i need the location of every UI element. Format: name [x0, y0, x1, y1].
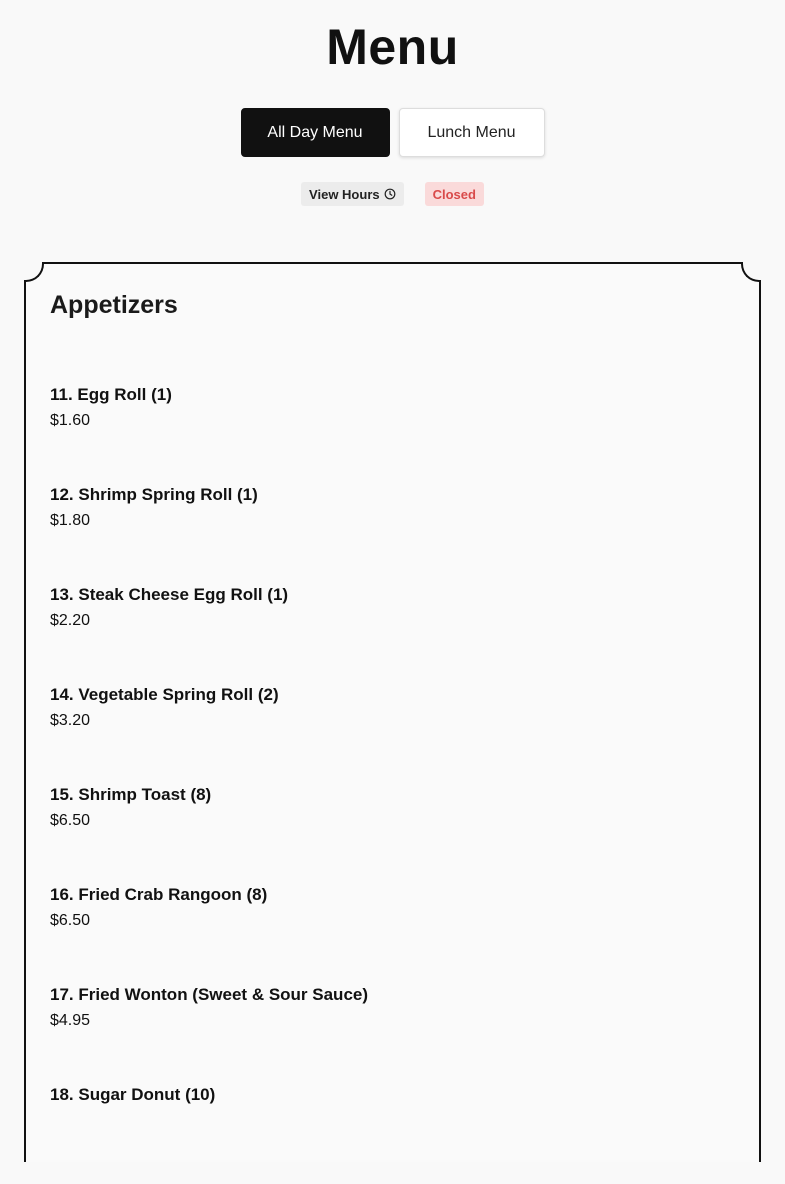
menu-item-list [50, 384, 730, 1184]
menu-item-price: $2.20 [50, 612, 91, 629]
page-title: Menu [326, 19, 459, 75]
menu-section-card [24, 262, 761, 1162]
menu-item[interactable] [50, 784, 730, 884]
menu-item[interactable] [50, 384, 730, 484]
info-row [0, 182, 785, 206]
menu-item-name: 15. Shrimp Toast (8) [50, 785, 212, 804]
card-corner-right [741, 262, 761, 282]
menu-item[interactable] [50, 1084, 730, 1184]
menu-item[interactable] [50, 584, 730, 684]
menu-item-name: 14. Vegetable Spring Roll (2) [50, 685, 279, 704]
tab-lunch-menu[interactable]: Lunch Menu [399, 108, 545, 157]
menu-item-price: $4.95 [50, 1012, 91, 1029]
menu-item-name: 13. Steak Cheese Egg Roll (1) [50, 585, 289, 604]
status-badge: Closed [425, 182, 484, 206]
menu-item[interactable] [50, 484, 730, 584]
menu-item-name: 12. Shrimp Spring Roll (1) [50, 485, 258, 504]
menu-item-name: 18. Sugar Donut (10) [50, 1085, 216, 1104]
menu-item-price: $1.80 [50, 512, 91, 529]
card-corner-left [24, 262, 44, 282]
menu-item-name: 17. Fried Wonton (Sweet & Sour Sauce) [50, 985, 369, 1004]
menu-item-price: $6.50 [50, 812, 91, 829]
menu-item[interactable] [50, 984, 730, 1084]
menu-item[interactable] [50, 684, 730, 784]
menu-item-name: 11. Egg Roll (1) [50, 385, 172, 404]
menu-item-price: $3.20 [50, 712, 91, 729]
tab-all-day-menu[interactable]: All Day Menu [241, 108, 390, 157]
view-hours-label: View Hours [309, 186, 380, 202]
menu-tabs [0, 108, 785, 157]
menu-item[interactable] [50, 884, 730, 984]
view-hours-button[interactable] [301, 182, 404, 206]
menu-item-price: $1.60 [50, 412, 91, 429]
menu-item-price: $6.50 [50, 912, 91, 929]
clock-icon [384, 188, 396, 200]
section-title: Appetizers [50, 291, 178, 319]
menu-item-name: 16. Fried Crab Rangoon (8) [50, 885, 268, 904]
